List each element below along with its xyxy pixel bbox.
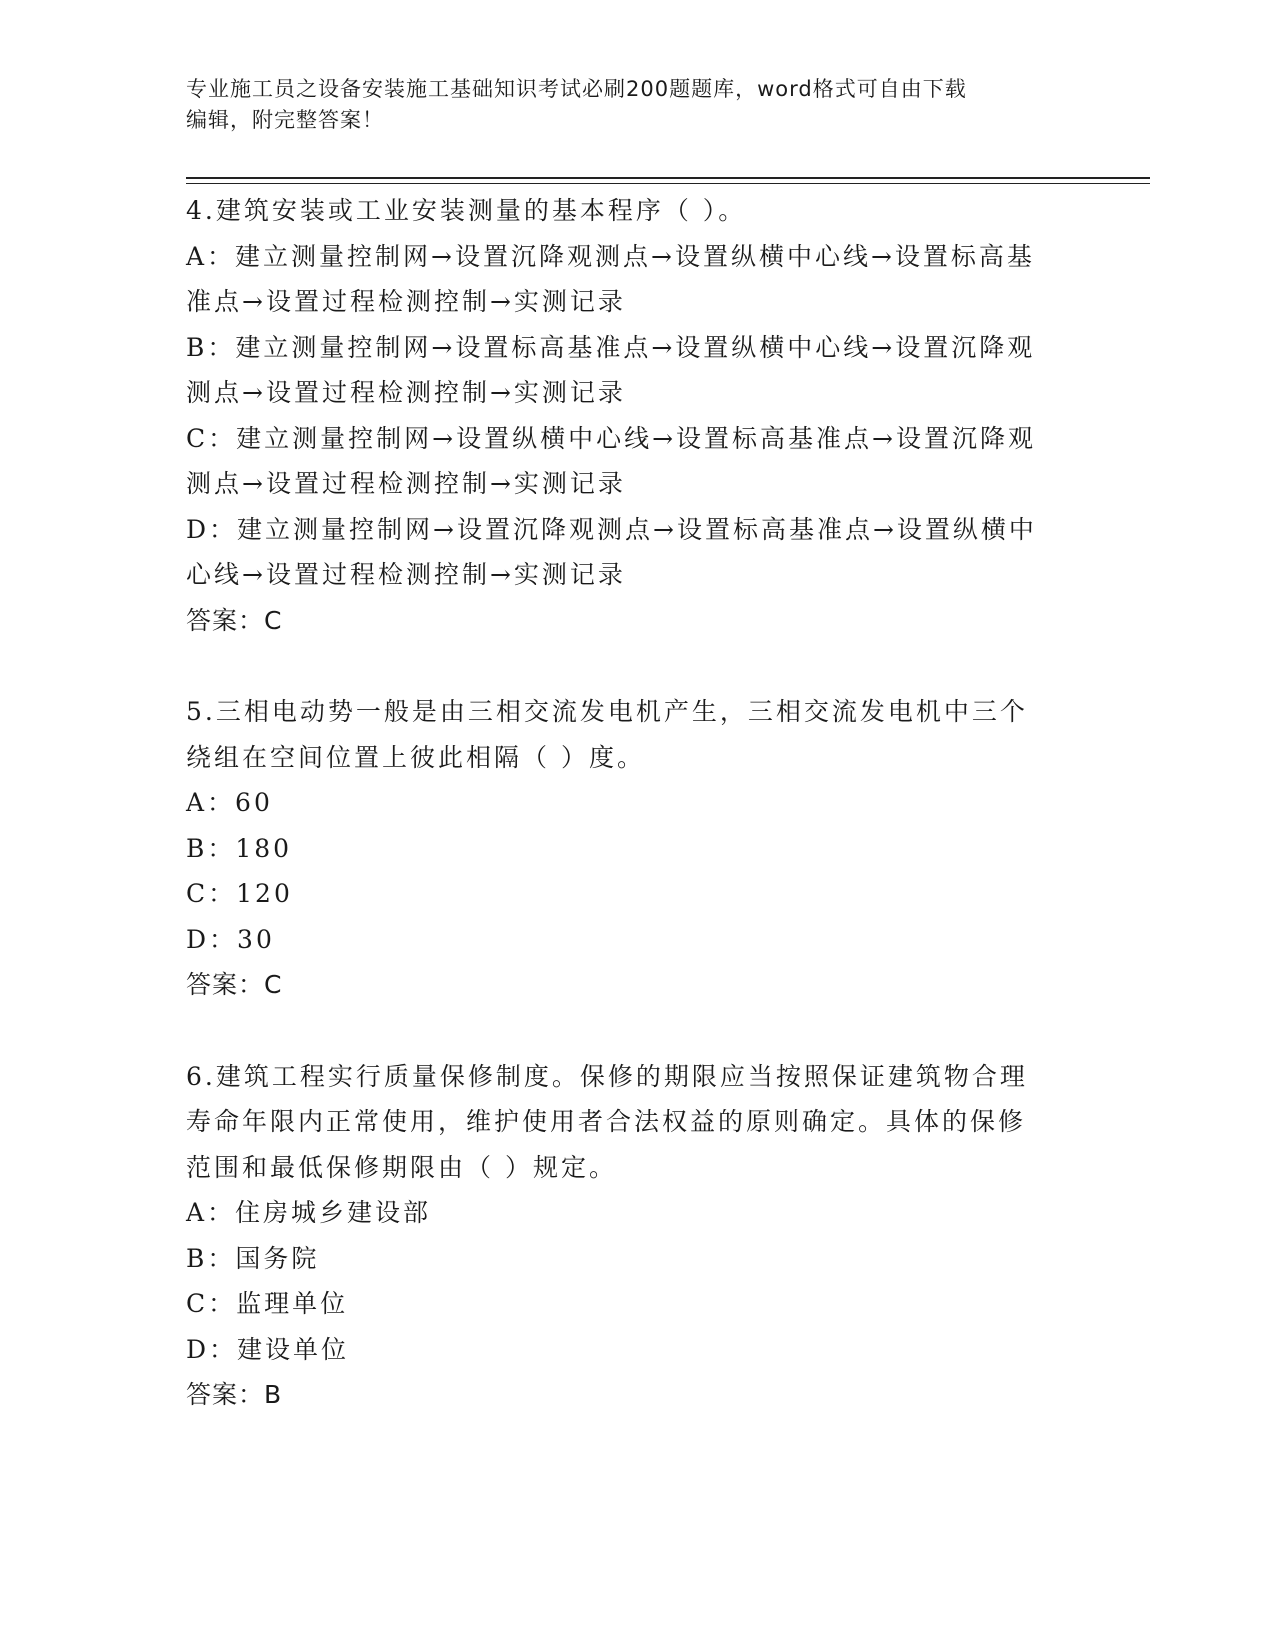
option-line: D：30 xyxy=(186,924,275,954)
question-block xyxy=(186,689,1086,1008)
answer-line: 答案：C xyxy=(186,605,283,635)
option-line: 测点→设置过程检测控制→实测记录 xyxy=(186,378,626,407)
question-stem-line: 寿命年限内正常使用，维护使用者合法权益的原则确定。具体的保修 xyxy=(186,1107,1027,1136)
option-line: A：建立测量控制网→设置沉降观测点→设置纵横中心线→设置标高基 xyxy=(186,241,1035,271)
option-line: C：监理单位 xyxy=(186,1289,349,1318)
option-line: D：建设单位 xyxy=(186,1334,350,1364)
question-stem-line: 4.建筑安装或工业安装测量的基本程序（ ）。 xyxy=(186,196,747,225)
question-stem-line: 5.三相电动势一般是由三相交流发电机产生，三相交流发电机中三个 xyxy=(186,697,1028,726)
option-line: A：住房城乡建设部 xyxy=(186,1198,432,1227)
document-header xyxy=(186,74,1086,136)
question-block xyxy=(186,1054,1086,1418)
option-line: 心线→设置过程检测控制→实测记录 xyxy=(186,560,626,589)
question-stem-line: 绕组在空间位置上彼此相隔（ ）度。 xyxy=(186,742,645,772)
option-line: A：60 xyxy=(186,788,273,817)
question-stem-line: 6.建筑工程实行质量保修制度。保修的期限应当按照保证建筑物合理 xyxy=(186,1061,1028,1091)
question-list xyxy=(186,188,1086,1418)
option-line: 准点→设置过程检测控制→实测记录 xyxy=(186,287,626,316)
question-spacer xyxy=(186,1008,1086,1054)
answer-line: 答案：B xyxy=(186,1380,283,1409)
question-stem-line: 范围和最低保修期限由（ ）规定。 xyxy=(186,1152,617,1182)
option-line: C：建立测量控制网→设置纵横中心线→设置标高基准点→设置沉降观 xyxy=(186,423,1036,453)
answer-line: 答案：C xyxy=(186,970,283,999)
header-divider-thick xyxy=(186,177,1150,179)
header-line-1: 专业施工员之设备安装施工基础知识考试必刷200题题库，word格式可自由下载 xyxy=(186,77,967,101)
option-line: B：180 xyxy=(186,833,293,863)
option-line: 测点→设置过程检测控制→实测记录 xyxy=(186,469,626,498)
question-block xyxy=(186,188,1086,643)
header-divider-thin xyxy=(186,183,1150,184)
option-line: B：国务院 xyxy=(186,1243,320,1273)
question-spacer xyxy=(186,643,1086,689)
option-line: D：建立测量控制网→设置沉降观测点→设置标高基准点→设置纵横中 xyxy=(186,514,1037,544)
option-line: C：120 xyxy=(186,879,293,908)
header-line-2: 编辑，附完整答案！ xyxy=(186,108,384,132)
option-line: B：建立测量控制网→设置标高基准点→设置纵横中心线→设置沉降观 xyxy=(186,332,1036,362)
